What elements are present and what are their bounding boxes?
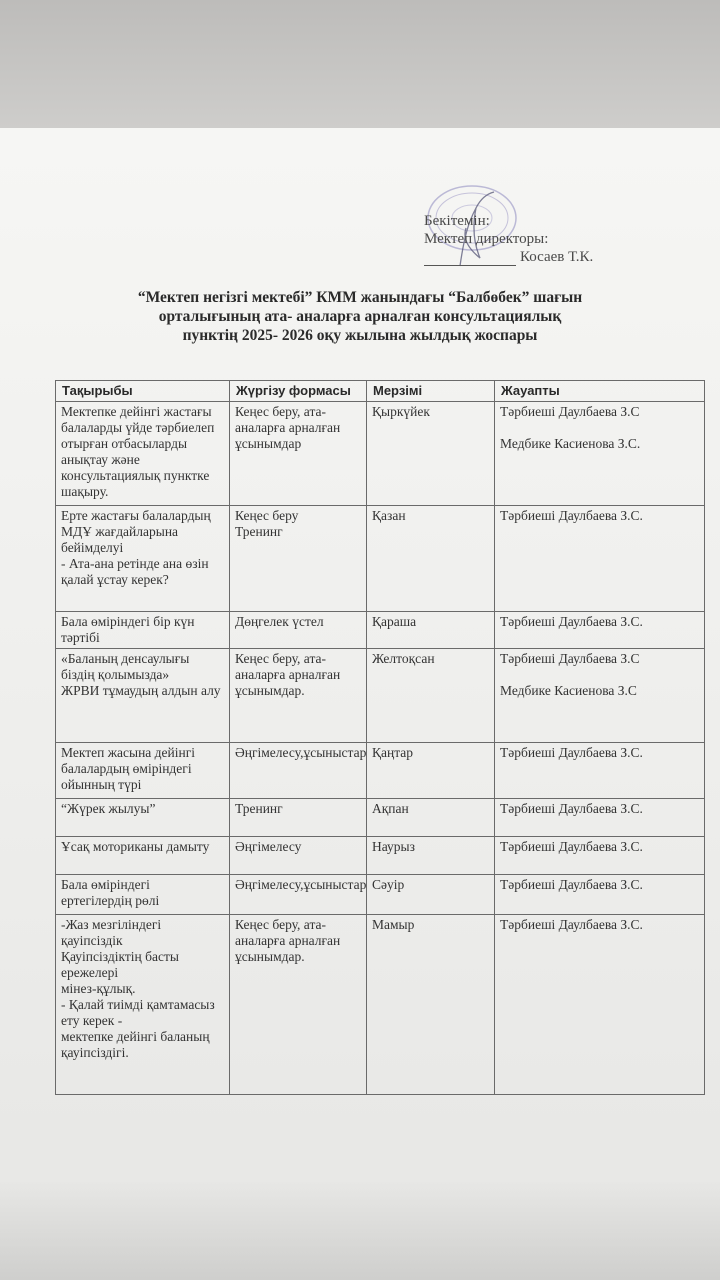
table-row	[56, 837, 705, 875]
approval-label: Бекітемін:	[424, 213, 490, 229]
title-line-3: пунктің 2025- 2026 оқу жылына жылдық жоспары	[182, 327, 538, 344]
cell-responsible: Тәрбиеші Даулбаева З.С.	[495, 915, 705, 1095]
table-row	[56, 743, 705, 799]
header-date: Мерзімі	[367, 381, 495, 402]
cell-date: Қазан	[367, 506, 495, 612]
title-line-2: орталығының ата- аналарға арналған консультациялық	[158, 308, 562, 325]
cell-topic: Бала өміріндегі ертегілердің рөлі	[56, 875, 230, 915]
cell-form: Әңгімелесу,ұсыныстар	[230, 875, 367, 915]
header-responsible: Жауапты	[495, 381, 705, 402]
table-row	[56, 915, 705, 1095]
cell-form: Кеңес беру Тренинг	[230, 506, 367, 612]
cell-form: Әңгімелесу	[230, 837, 367, 875]
cell-topic: Ұсақ моториканы дамыту	[56, 837, 230, 875]
cell-responsible: Тәрбиеші Даулбаева З.С.	[495, 612, 705, 649]
table-row	[56, 612, 705, 649]
header-form: Жүргізу формасы	[230, 381, 367, 402]
cell-form: Кеңес беру, ата-аналарға арналған ұсынымдар	[230, 402, 367, 506]
cell-date: Наурыз	[367, 837, 495, 875]
cell-responsible: Тәрбиеші Даулбаева З.С.	[495, 837, 705, 875]
cell-date: Мамыр	[367, 915, 495, 1095]
cell-topic: Бала өміріндегі бір күн тәртібі	[56, 612, 230, 649]
cell-topic: Ерте жастағы балалардың МДҰ жағдайларына бейімделуі - Ата-ана ретінде ана өзін қалай ұстау керек?	[56, 506, 230, 612]
cell-form: Дөңгелек үстел	[230, 612, 367, 649]
cell-form: Әңгімелесу,ұсыныстар	[230, 743, 367, 799]
page-shadow	[0, 1180, 720, 1280]
signature-line	[424, 265, 516, 266]
cell-date: Қараша	[367, 612, 495, 649]
table-row	[56, 875, 705, 915]
cell-date: Ақпан	[367, 799, 495, 837]
cell-topic: «Баланың денсаулығы біздің қолымызда» ЖРВИ тұмаудың алдын алу	[56, 649, 230, 743]
table-row	[56, 799, 705, 837]
title-line-1: “Мектеп негізгі мектебі” КММ жанындағы “Балбөбек” шағын	[137, 289, 583, 306]
cell-responsible: Тәрбиеші Даулбаева З.С.	[495, 799, 705, 837]
cell-form: Тренинг	[230, 799, 367, 837]
director-name: Косаев Т.К.	[520, 249, 594, 265]
cell-date: Қыркүйек	[367, 402, 495, 506]
cell-topic: -Жаз мезгіліндегі қауіпсіздік Қауіпсіздіктің басты ережелері мінез-құлық. - Қалай тиімді қамтамасыз ету керек - мектепке дейінгі баланың қауіпсіздігі.	[56, 915, 230, 1095]
table-row	[56, 402, 705, 506]
cell-date: Сәуір	[367, 875, 495, 915]
header-topic: Тақырыбы	[56, 381, 230, 402]
table-row	[56, 506, 705, 612]
background-wall	[0, 0, 720, 135]
cell-topic: Мектепке дейінгі жастағы балаларды үйде тәрбиелеп отырған отбасыларды анықтау және консультациялық пунктке шақыру.	[56, 402, 230, 506]
document-title	[80, 288, 640, 345]
cell-form: Кеңес беру, ата-аналарға арналған ұсынымдар.	[230, 649, 367, 743]
table-row	[56, 649, 705, 743]
table-header-row	[56, 381, 705, 402]
approval-block	[424, 212, 644, 266]
cell-responsible: Тәрбиеші Даулбаева З.С.	[495, 506, 705, 612]
cell-topic: Мектеп жасына дейінгі балалардың өміріндегі ойынның түрі	[56, 743, 230, 799]
cell-topic: “Жүрек жылуы”	[56, 799, 230, 837]
cell-date: Қаңтар	[367, 743, 495, 799]
cell-responsible: Тәрбиеші Даулбаева З.С.	[495, 743, 705, 799]
cell-form: Кеңес беру, ата-аналарға арналған ұсынымдар.	[230, 915, 367, 1095]
annual-plan-table	[55, 380, 705, 1095]
director-label: Мектеп директоры:	[424, 231, 549, 247]
cell-responsible: Тәрбиеші Даулбаева З.С.	[495, 875, 705, 915]
cell-responsible: Тәрбиеші Даулбаева З.С Медбике Касиенова З.С	[495, 649, 705, 743]
cell-date: Желтоқсан	[367, 649, 495, 743]
cell-responsible: Тәрбиеші Даулбаева З.С Медбике Касиенова З.С.	[495, 402, 705, 506]
